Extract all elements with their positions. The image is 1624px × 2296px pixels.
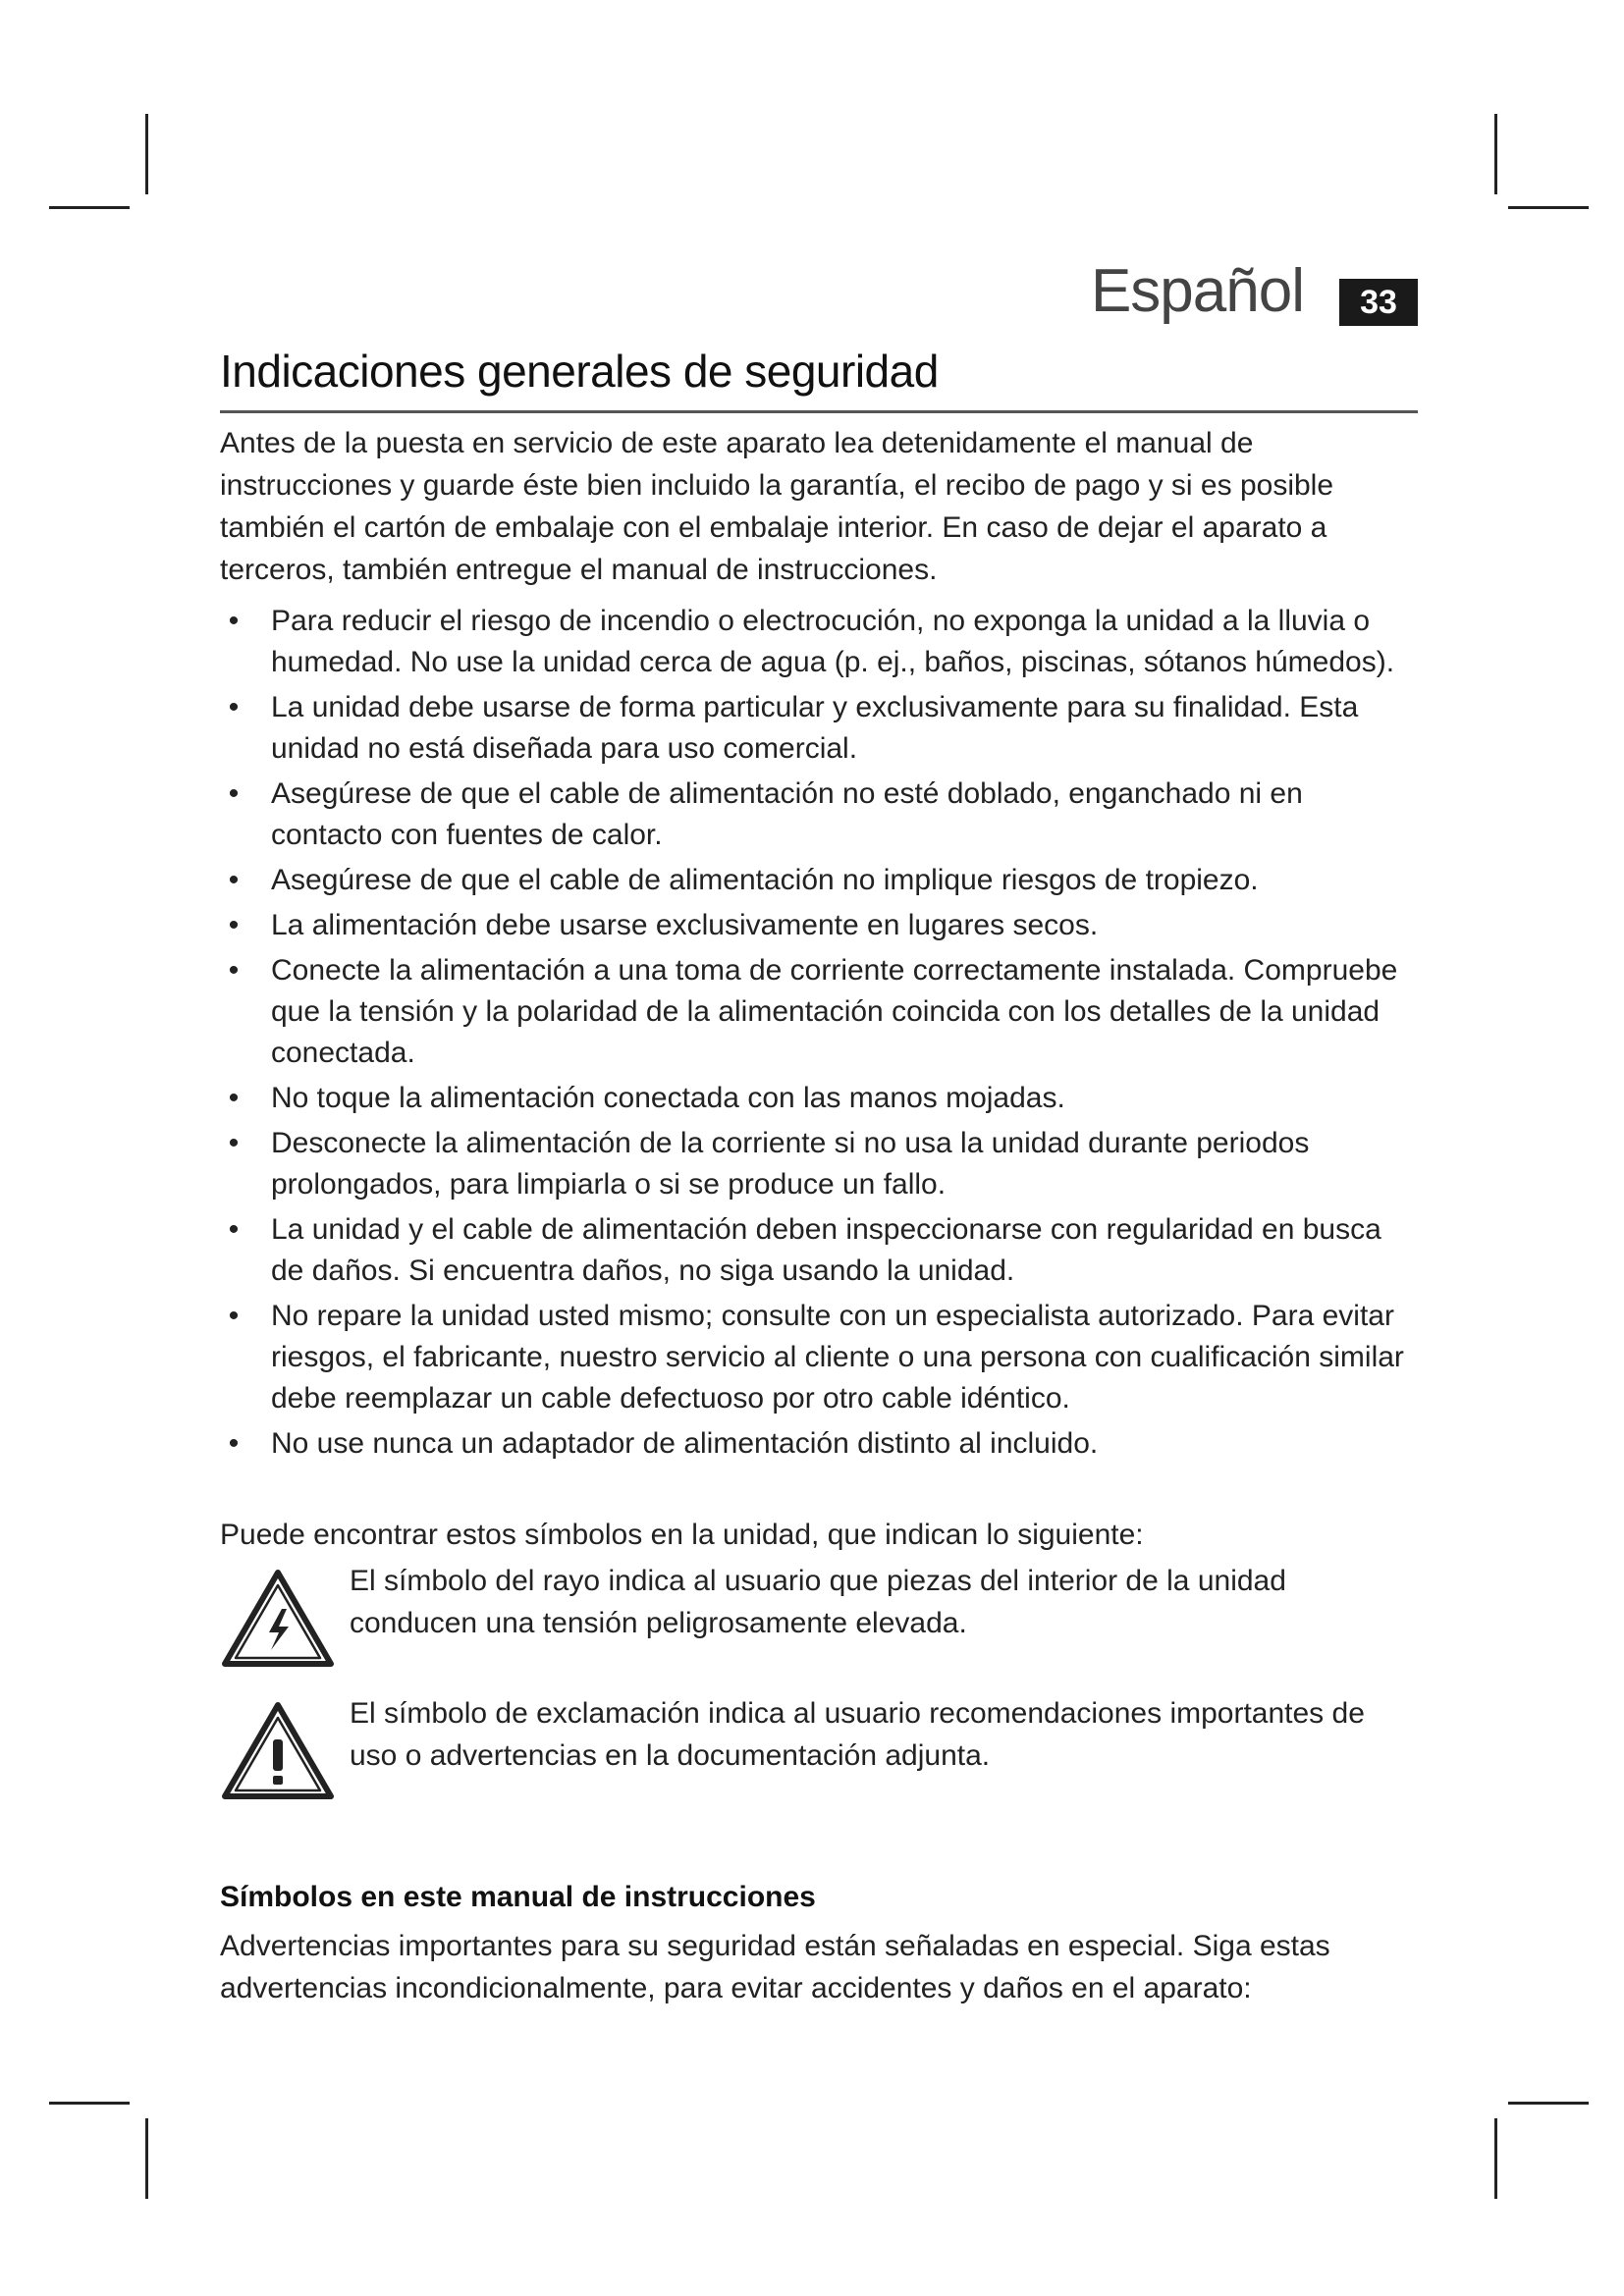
- list-item: [220, 860, 1418, 901]
- list-item: [220, 601, 1418, 683]
- exclamation-symbol-text: El símbolo de exclamación indica al usuario recomendaciones importantes de uso o advertencias en la documentación adjunta.: [350, 1697, 1365, 1772]
- list-item: [220, 1123, 1418, 1205]
- bullet-icon: •: [228, 1127, 240, 1159]
- list-item-text: La unidad debe usarse de forma particular y exclusivamente para su finalidad. Esta unidad no está diseñada para uso comercial.: [271, 691, 1359, 765]
- list-item-text: Desconecte la alimentación de la corriente si no usa la unidad durante periodos prolongados, para limpiarla o si se produce un fallo.: [271, 1127, 1310, 1201]
- crop-mark-bottom-left: [49, 2102, 130, 2105]
- crop-mark-top-left: [145, 114, 148, 194]
- title-divider: [220, 410, 1418, 413]
- list-item: [220, 950, 1418, 1074]
- crop-mark-bottom-left: [145, 2118, 148, 2199]
- intro-paragraph: Antes de la puesta en servicio de este aparato lea detenidamente el manual de instrucciones y guarde éste bien incluido la garantía, el recibo de pago y si es posible también el cartón de embalaje con el embalaje interior. En caso de dejar el aparato a terceros, también entregue el manual de instrucciones.: [220, 427, 1334, 586]
- list-item: [220, 905, 1418, 946]
- list-item: [220, 1296, 1418, 1419]
- bullet-icon: •: [228, 691, 240, 723]
- bullet-icon: •: [228, 1427, 240, 1460]
- list-item-text: Asegúrese de que el cable de alimentación no implique riesgos de tropiezo.: [271, 864, 1259, 896]
- safety-list: [220, 601, 1418, 1465]
- crop-mark-top-right: [1494, 114, 1497, 194]
- page-content: [220, 422, 1418, 2009]
- bullet-icon: •: [228, 1213, 240, 1246]
- exclamation-warning-icon: [220, 1692, 350, 1807]
- lightning-symbol-text: El símbolo del rayo indica al usuario que piezas del interior de la unidad conducen una tensión peligrosamente elevada.: [350, 1565, 1286, 1639]
- symbols-intro: Puede encontrar estos símbolos en la unidad, que indican lo siguiente:: [220, 1519, 1144, 1551]
- list-item-text: Asegúrese de que el cable de alimentación no esté doblado, enganchado ni en contacto con fuentes de calor.: [271, 777, 1303, 851]
- crop-mark-top-left: [49, 206, 130, 209]
- lightning-symbol-row: [220, 1560, 1418, 1675]
- crop-mark-top-right: [1508, 206, 1589, 209]
- manual-symbols-text: Advertencias importantes para su seguridad están señaladas en especial. Siga estas advertencias incondicionalmente, para evitar accidentes y daños en el aparato:: [220, 1930, 1330, 2004]
- bullet-icon: •: [228, 605, 240, 637]
- list-item: [220, 1209, 1418, 1292]
- list-item-text: No toque la alimentación conectada con las manos mojadas.: [271, 1082, 1065, 1114]
- bullet-icon: •: [228, 954, 240, 987]
- exclamation-symbol-row: [220, 1692, 1418, 1807]
- list-item: [220, 774, 1418, 856]
- section-title: Indicaciones generales de seguridad: [220, 346, 939, 397]
- manual-symbols-heading: Símbolos en este manual de instrucciones: [220, 1881, 816, 1913]
- language-label: Español: [1090, 257, 1304, 325]
- bullet-icon: •: [228, 864, 240, 896]
- list-item-text: No repare la unidad usted mismo; consulte con un especialista autorizado. Para evitar riesgos, el fabricante, nuestro servicio al cliente o una persona con cualificación similar debe reemplazar un cable defectuoso por otro cable idéntico.: [271, 1300, 1404, 1415]
- list-item-text: La alimentación debe usarse exclusivamente en lugares secos.: [271, 909, 1099, 941]
- bullet-icon: •: [228, 1082, 240, 1114]
- crop-mark-bottom-right: [1508, 2102, 1589, 2105]
- list-item-text: La unidad y el cable de alimentación deben inspeccionarse con regularidad en busca de daños. Si encuentra daños, no siga usando la unidad.: [271, 1213, 1381, 1287]
- page-number-badge: 33: [1339, 279, 1418, 326]
- list-item-text: Conecte la alimentación a una toma de corriente correctamente instalada. Compruebe que la tensión y la polaridad de la alimentación coincida con los detalles de la unidad conectada.: [271, 954, 1398, 1069]
- list-item-text: Para reducir el riesgo de incendio o electrocución, no exponga la unidad a la lluvia o humedad. No use la unidad cerca de agua (p. ej., baños, piscinas, sótanos húmedos).: [271, 605, 1395, 678]
- bullet-icon: •: [228, 909, 240, 941]
- bullet-icon: •: [228, 777, 240, 810]
- lightning-warning-icon: [220, 1560, 350, 1675]
- list-item: [220, 687, 1418, 770]
- crop-mark-bottom-right: [1494, 2118, 1497, 2199]
- list-item: [220, 1423, 1418, 1465]
- list-item-text: No use nunca un adaptador de alimentación distinto al incluido.: [271, 1427, 1099, 1460]
- bullet-icon: •: [228, 1300, 240, 1332]
- list-item: [220, 1078, 1418, 1119]
